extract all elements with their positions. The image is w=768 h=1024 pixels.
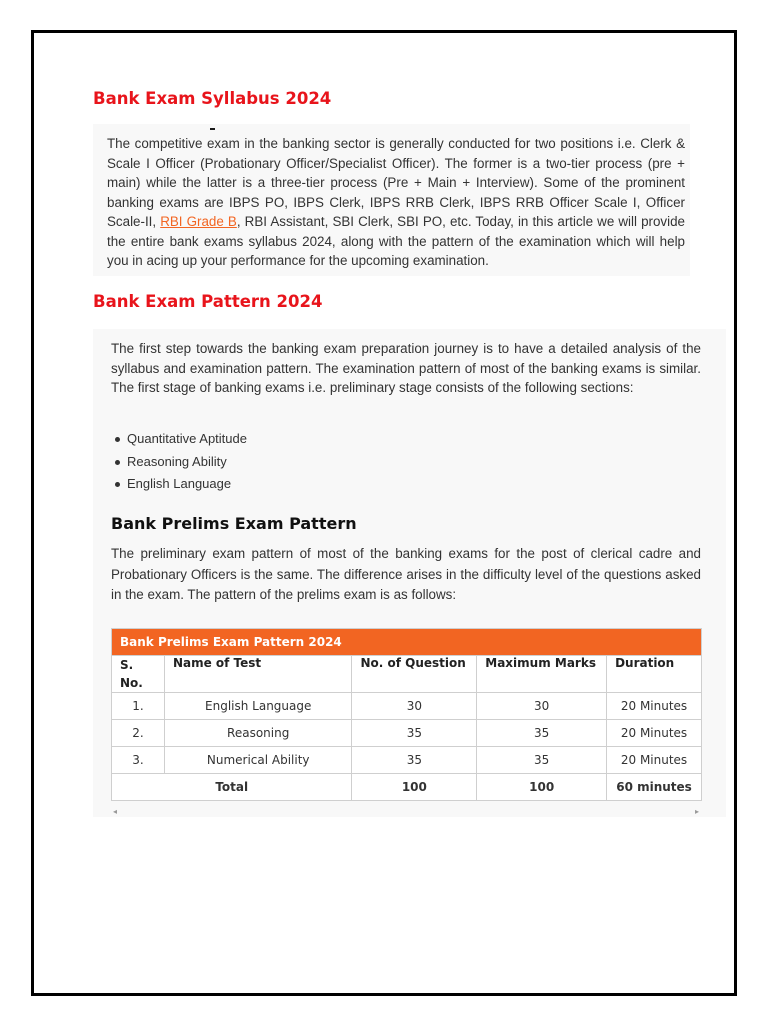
scroll-left-icon[interactable]: ◂ (113, 807, 118, 816)
table-total-row (112, 774, 702, 801)
table-caption: Bank Prelims Exam Pattern 2024 (112, 629, 702, 656)
cell-sno: 2. (112, 720, 165, 747)
col-header-sno: S. No. (112, 656, 165, 693)
cell-sno: 1. (112, 693, 165, 720)
syllabus-heading: Bank Exam Syllabus 2024 (93, 89, 332, 108)
cell-questions: 35 (352, 747, 477, 774)
table-row (112, 693, 702, 720)
cell-marks: 30 (477, 693, 607, 720)
cell-questions: 30 (352, 693, 477, 720)
cell-duration: 20 Minutes (607, 693, 702, 720)
scroll-right-icon[interactable]: ▸ (695, 807, 700, 816)
cell-test: Reasoning (164, 720, 352, 747)
col-header-questions: No. of Question (352, 656, 477, 693)
sections-list (110, 428, 247, 496)
total-label: Total (112, 774, 352, 801)
cell-sno: 3. (112, 747, 165, 774)
prelims-paragraph: The preliminary exam pattern of most of the banking exams for the post of clerical cadre and Probationary Officers is the same. The difference arises in the difficulty level of the questions asked in the exam. The pattern of the prelims exam is as follows: (111, 546, 701, 602)
pattern-heading: Bank Exam Pattern 2024 (93, 292, 323, 311)
prelims-pattern-table (111, 628, 702, 801)
syllabus-text-1: The competitive exam in the banking sector is generally conducted for two positions i.e. Clerk & Scale I Officer (Probationary Officer/Specialist Officer). The former is a two-tier process (pre + main) while the latter is a three-tier process (Pre + Main + Interview). Some of the prominent banking exams are IBPS PO, IBPS Clerk, IBPS RRB Clerk, IBPS RRB Officer Scale I, Officer Scale-II, (107, 136, 685, 229)
pattern-snippet (93, 329, 726, 817)
table-header-row (112, 656, 702, 693)
syllabus-text-2: , RBI Assistant, SBI Clerk, SBI PO, etc. Today, in this article we will provide the entire bank exams syllabus 2024, along with the pattern of the examination which will help you in acing up your performance for the upcoming examination. (107, 214, 685, 268)
cell-duration: 20 Minutes (607, 720, 702, 747)
pattern-intro: The first step towards the banking exam preparation journey is to have a detailed analysis of the syllabus and examination pattern. The examination pattern of most of the banking exams is similar. The first stage of banking exams i.e. preliminary stage consists of the following sections: (111, 341, 701, 395)
total-duration: 60 minutes (607, 774, 702, 801)
syllabus-snippet (93, 124, 690, 276)
prelims-subheading: Bank Prelims Exam Pattern (111, 514, 357, 533)
syllabus-paragraph (107, 134, 685, 271)
col-header-marks: Maximum Marks (477, 656, 607, 693)
col-header-test: Name of Test (164, 656, 352, 693)
rbi-grade-b-link[interactable]: RBI Grade B (160, 214, 237, 229)
list-item: English Language (127, 473, 247, 496)
table-row (112, 720, 702, 747)
col-header-duration: Duration (607, 656, 702, 693)
cell-test: Numerical Ability (164, 747, 352, 774)
table-caption-row (112, 629, 702, 656)
cell-questions: 35 (352, 720, 477, 747)
cell-marks: 35 (477, 720, 607, 747)
dash-mark (210, 128, 215, 130)
total-marks: 100 (477, 774, 607, 801)
list-item: Reasoning Ability (127, 451, 247, 474)
table-row (112, 747, 702, 774)
total-questions: 100 (352, 774, 477, 801)
cell-marks: 35 (477, 747, 607, 774)
cell-duration: 20 Minutes (607, 747, 702, 774)
list-item: Quantitative Aptitude (127, 428, 247, 451)
cell-test: English Language (164, 693, 352, 720)
